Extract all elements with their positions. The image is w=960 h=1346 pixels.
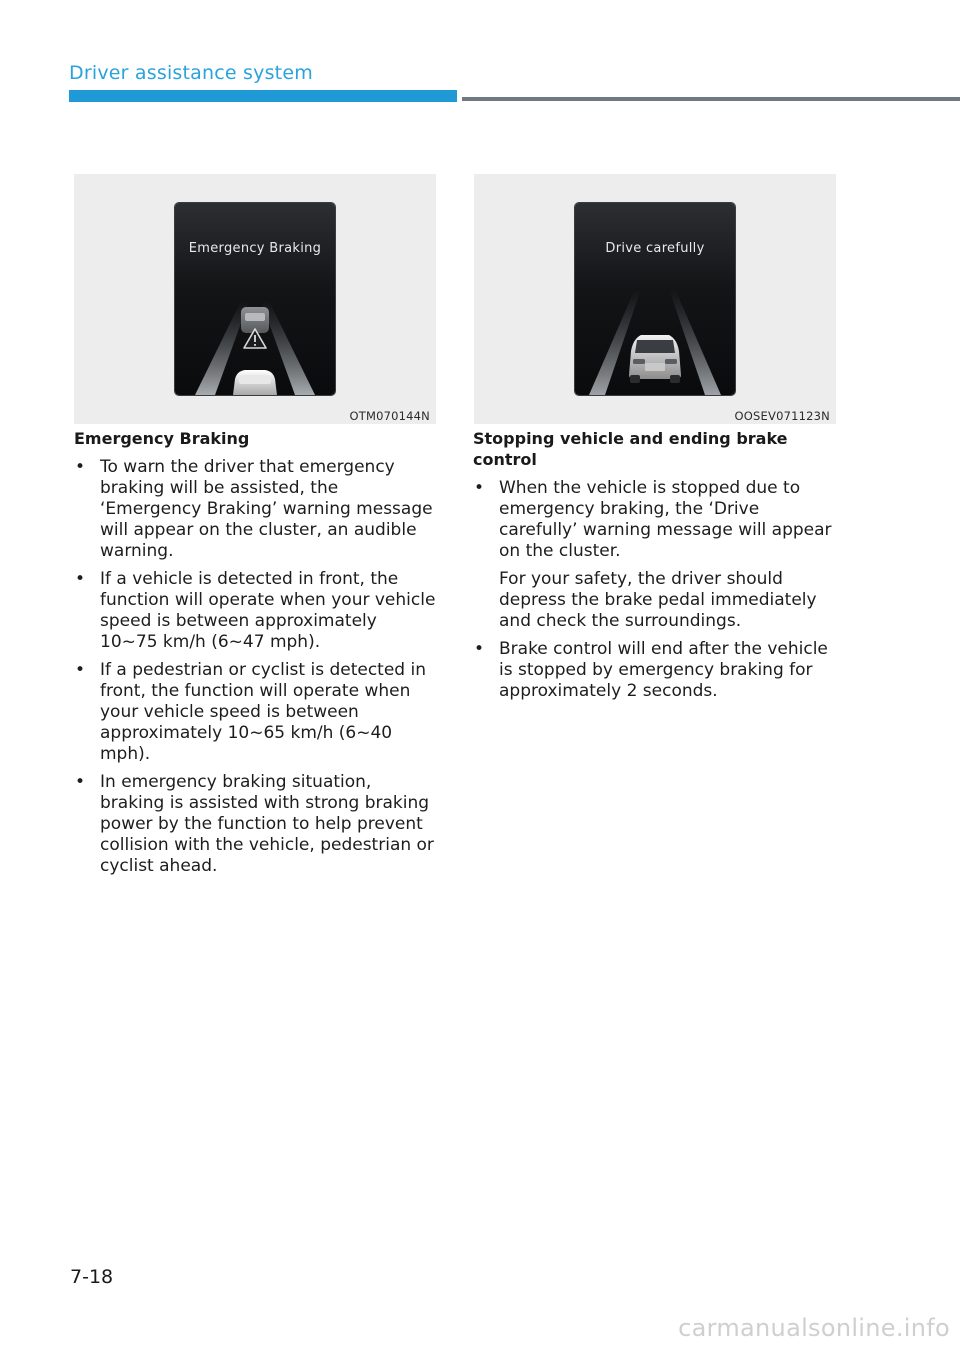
right-column <box>473 428 835 709</box>
cluster-road-illustration <box>175 203 335 395</box>
stopped-vehicle <box>629 335 681 383</box>
cluster-message: Emergency Braking <box>188 241 322 256</box>
cluster-road-illustration <box>575 203 735 395</box>
list-item-note: For your safety, the driver should depress the brake pedal immediately and check the surroundings. <box>499 569 817 631</box>
subheading-stopping-vehicle: Stopping vehicle and ending brake control <box>473 429 788 469</box>
header-rule-blue <box>69 90 457 102</box>
page-number: 7-18 <box>70 1266 114 1288</box>
figure-drive-carefully <box>474 174 836 424</box>
left-column <box>74 428 436 884</box>
cluster-display <box>575 203 735 395</box>
cluster-display <box>175 203 335 395</box>
list-item: • If a pedestrian or cyclist is detected in front, the function will operate when your vehicle speed is between approximately 10~65 km/h (6~40 mph). <box>74 660 436 765</box>
list-item-text: • Brake control will end after the vehicle is stopped by emergency braking for approximately 2 seconds. <box>499 639 828 701</box>
subheading-emergency-braking: Emergency Braking <box>74 429 250 448</box>
cluster-message: Drive carefully <box>605 241 705 256</box>
header-rule-gray <box>462 97 960 101</box>
bullet-list <box>74 457 436 877</box>
figure-emergency-braking <box>74 174 436 424</box>
list-item-text: • When the vehicle is stopped due to emergency braking, the ‘Drive carefully’ warning message will appear on the cluster. <box>499 478 832 561</box>
figure-code: OTM070144N <box>349 409 430 423</box>
figure-code: OOSEV071123N <box>734 409 830 423</box>
list-item: • To warn the driver that emergency braking will be assisted, the ‘Emergency Braking’ warning message will appear on the cluster, an audible warning. <box>74 457 436 562</box>
list-item: • If a vehicle is detected in front, the function will operate when your vehicle speed is between approximately 10~75 km/h (6~47 mph). <box>74 569 436 653</box>
watermark: carmanualsonline.info <box>678 1314 950 1342</box>
list-item <box>473 478 835 632</box>
bullet-list <box>473 478 835 702</box>
list-item: • In emergency braking situation, braking is assisted with strong braking power by the function to help prevent collision with the vehicle, pedestrian or cyclist ahead. <box>74 772 436 877</box>
section-title: Driver assistance system <box>69 62 313 84</box>
list-item <box>473 639 835 702</box>
